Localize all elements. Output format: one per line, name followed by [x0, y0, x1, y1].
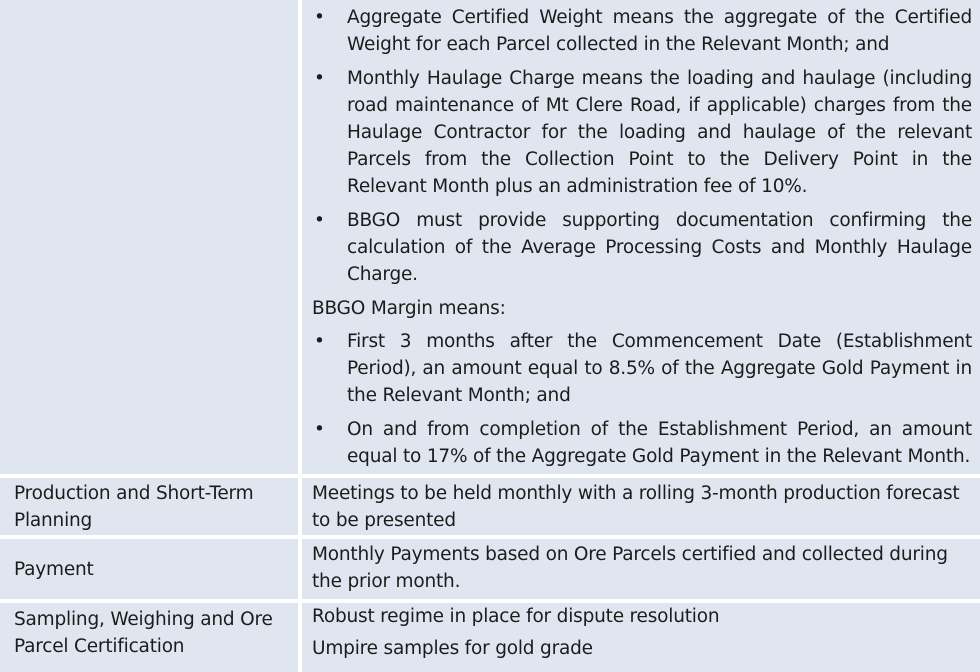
bullet-icon: •: [314, 7, 325, 28]
list-item: [312, 4, 972, 58]
table-cell-definitions: [302, 0, 980, 474]
row-paragraph: Monthly Payments based on Ore Parcels certified and collected during the prior month.: [312, 544, 948, 592]
row-paragraph: Robust regime in place for dispute resolution: [312, 606, 720, 627]
table-cell-empty-label: [0, 0, 298, 474]
bullet-icon: •: [314, 68, 325, 89]
row-label-text: Sampling, Weighing and Ore Parcel Certification: [14, 609, 273, 657]
bullet-icon: •: [314, 331, 325, 352]
bullet-icon: •: [314, 419, 325, 440]
list-item-text: Aggregate Certified Weight means the aggregate of the Certified Weight for each Parcel collected in the Relevant Month; and: [347, 7, 972, 55]
list-item-text: On and from completion of the Establishment Period, an amount equal to 17% of the Aggregate Gold Payment in the Relevant Month.: [347, 419, 972, 467]
definitions-list: [312, 4, 972, 288]
row-label-text: Production and Short-Term Planning: [14, 483, 254, 531]
row-value-sampling-certification: [302, 603, 980, 672]
list-item-text: First 3 months after the Commencement Date (Establishment Period), an amount equal to 8.5% of the Aggregate Gold Payment in the Relevant Month; and: [347, 331, 972, 406]
row-paragraph: Meetings to be held monthly with a rolling 3-month production forecast to be presented: [312, 483, 960, 531]
row-label-payment: [0, 539, 298, 599]
list-item: [312, 416, 972, 470]
bullet-icon: •: [314, 210, 325, 231]
margin-heading: BBGO Margin means:: [312, 298, 506, 319]
row-label-sampling-certification: [0, 603, 298, 672]
list-item-text: BBGO must provide supporting documentation confirming the calculation of the Average Processing Costs and Monthly Haulage Charge.: [347, 210, 972, 285]
list-item: [312, 65, 972, 200]
row-paragraph: Umpire samples for gold grade: [312, 638, 593, 659]
row-value-production-planning: [302, 478, 980, 535]
list-item: [312, 207, 972, 288]
list-item: [312, 328, 972, 409]
row-label-production-planning: [0, 478, 298, 535]
margin-list: [312, 328, 972, 470]
list-item-text: Monthly Haulage Charge means the loading and haulage (including road maintenance of Mt Clere Road, if applicable) charges from the Haulage Contractor for the loading and haulage of the relevant Parcels from the Collection Point to the Delivery Point in the Relevant Month plus an administration fee of 10%.: [347, 68, 972, 197]
row-value-payment: [302, 539, 980, 599]
row-label-text: Payment: [14, 558, 94, 580]
